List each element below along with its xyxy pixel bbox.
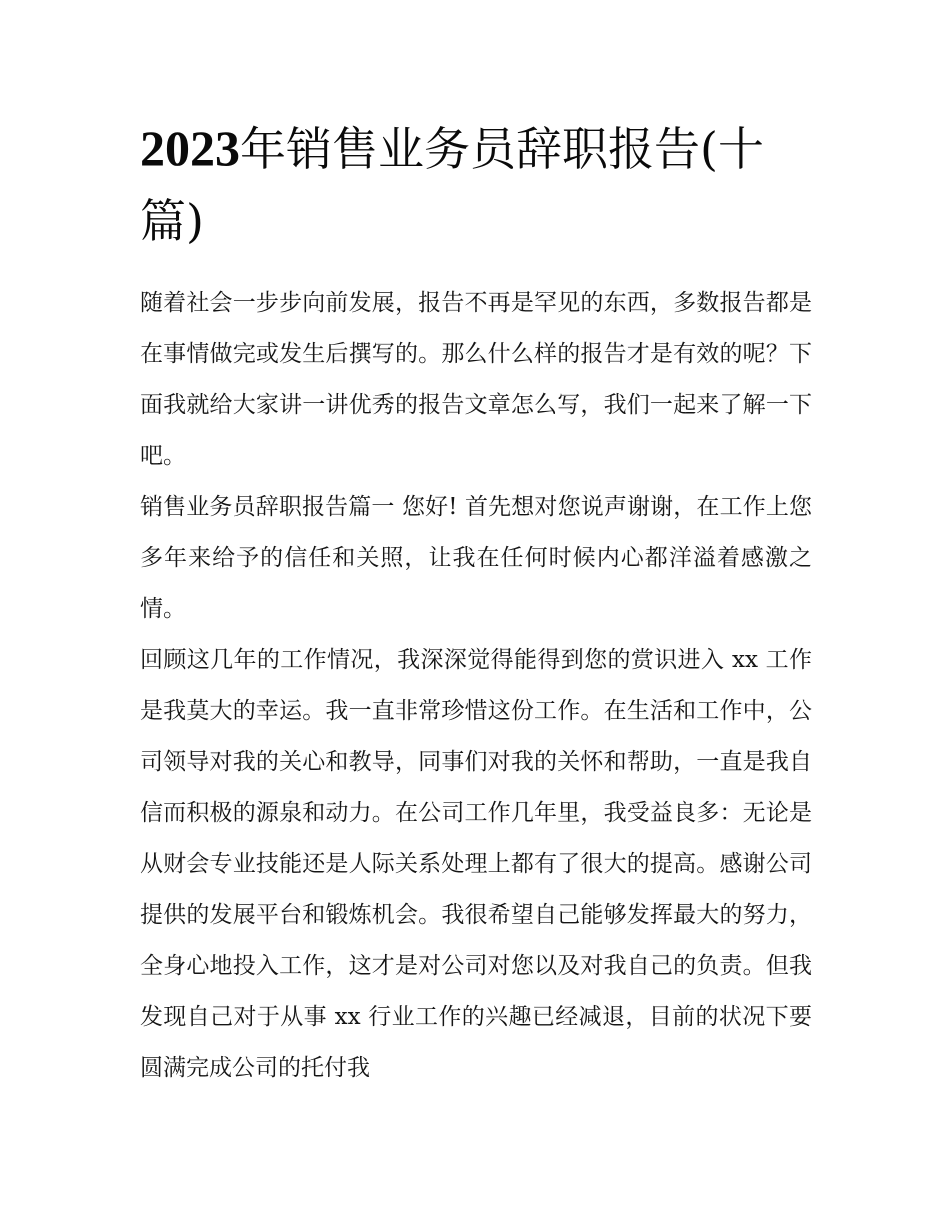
title-text: 年销售业务员辞职报告(十篇) xyxy=(140,122,764,248)
title-year: 2023 xyxy=(140,120,240,176)
document-body xyxy=(140,278,812,1094)
document-title xyxy=(140,112,820,257)
letter-opening-paragraph: 销售业务员辞职报告篇一 您好! 首先想对您说声谢谢，在工作上您多年来给予的信任和关照，让我在任何时候内心都洋溢着感激之情。 xyxy=(140,494,812,622)
review-paragraph: 回顾这几年的工作情况，我深深觉得能得到您的赏识进入 xx 工作是我莫大的幸运。我一直非常珍惜这份工作。在生活和工作中，公司领导对我的关心和教导，同事们对我的关怀和帮助，一直是我自信而积极的源泉和动力。在公司工作几年里，我受益良多：无论是从财会专业技能还是人际关系处理上都有了很大的提高。感谢公司提供的发展平台和锻炼机会。我很希望自己能够发挥最大的努力，全身心地投入工作，这才是对公司对您以及对我自己的负责。但我发现自己对于从事 xx 行业工作的兴趣已经减退，目前的状况下要圆满完成公司的托付我 xyxy=(140,647,812,1081)
intro-paragraph: 随着社会一步步向前发展，报告不再是罕见的东西，多数报告都是在事情做完或发生后撰写的。那么什么样的报告才是有效的呢？下面我就给大家讲一讲优秀的报告文章怎么写，我们一起来了解一下吧。 xyxy=(140,290,812,469)
